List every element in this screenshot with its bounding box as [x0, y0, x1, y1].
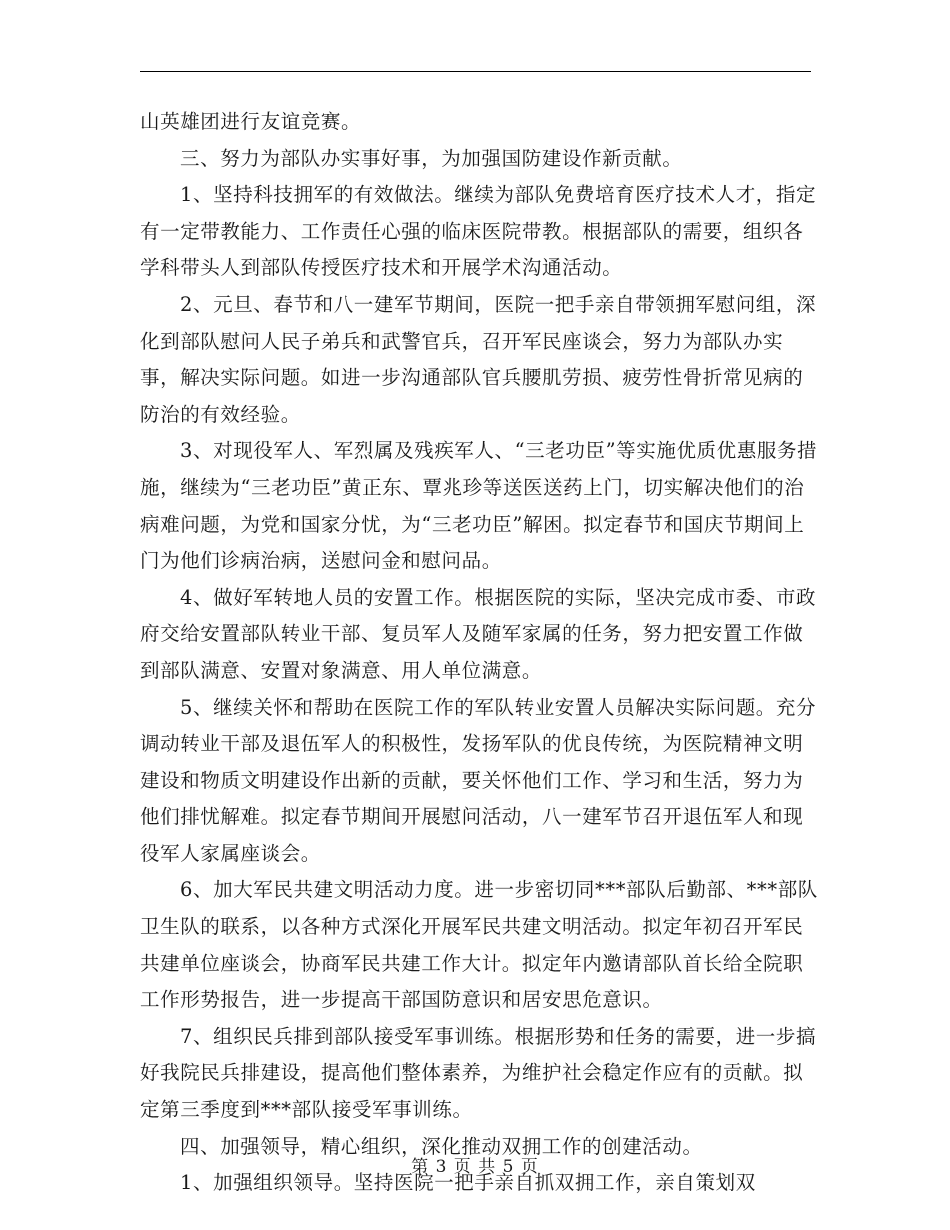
paragraph: 1、坚持科技拥军的有效做法。继续为部队免费培育医疗技术人才，指定有一定带教能力、工作责任心强的临床医院带教。根据部队的需要，组织各学科带头人到部队传授医疗技术和开展学术沟通活动。	[140, 183, 817, 280]
paragraph: 2、元旦、春节和八一建军节期间，医院一把手亲自带领拥军慰问组，深化到部队慰问人民子弟兵和武警官兵，召开军民座谈会，努力为部队办实事，解决实际问题。如进一步沟通部队官兵腰肌劳损、疲劳性骨折常见病的防治的有效经验。	[140, 292, 817, 426]
page-number: 第 3 页 共 5 页	[411, 1157, 539, 1177]
paragraph: 山英雄团进行友谊竞赛。	[140, 110, 362, 133]
paragraph: 1、加强组织领导。坚持医院一把手亲自抓双拥工作，亲自策划双	[180, 1171, 756, 1195]
paragraph: 7、组织民兵排到部队接受军事训练。根据形势和任务的需要，进一步搞好我院民兵排建设，提高他们整体素养，为维护社会稳定作应有的贡献。拟定第三季度到***部队接受军事训练。	[140, 1024, 817, 1122]
section-heading: 四、加强领导，精心组织，深化推动双拥工作的创建活动。	[180, 1134, 703, 1158]
paragraph: 3、对现役军人、军烈属及残疾军人、“三老功臣”等实施优质优惠服务措施，继续为“三老功臣”黄正东、覃兆珍等送医送药上门，切实解决他们的治病难问题，为党和国家分忧，为“三老功臣”解困。拟定春节和国庆节期间上门为他们诊病治病，送慰问金和慰问品。	[140, 439, 818, 573]
paragraph: 6、加大军民共建文明活动力度。进一步密切同***部队后勤部、***部队卫生队的联系，以各种方式深化开展军民共建文明活动。拟定年初召开军民共建单位座谈会，协商军民共建工作大计。拟定年内邀请部队首长给全院职工作形势报告，进一步提高干部国防意识和居安思危意识。	[140, 878, 818, 1012]
section-heading: 三、努力为部队办实事好事，为加强国防建设作新贡献。	[180, 146, 683, 170]
document-body	[140, 104, 820, 1202]
paragraph: 4、做好军转地人员的安置工作。根据医院的实际，坚决完成市委、市政府交给安置部队转业干部、复员军人及随军家属的任务，努力把安置工作做到部队满意、安置对象满意、用人单位满意。	[140, 585, 817, 682]
header-rule	[140, 71, 811, 72]
paragraph: 5、继续关怀和帮助在医院工作的军队转业安置人员解决实际问题。充分调动转业干部及退伍军人的积极性，发扬军队的优良传统，为医院精神文明建设和物质文明建设作出新的贡献，要关怀他们工作、学习和生活，努力为他们排忧解难。拟定春节期间开展慰问活动，八一建军节召开退伍军人和现役军人家属座谈会。	[140, 695, 817, 865]
